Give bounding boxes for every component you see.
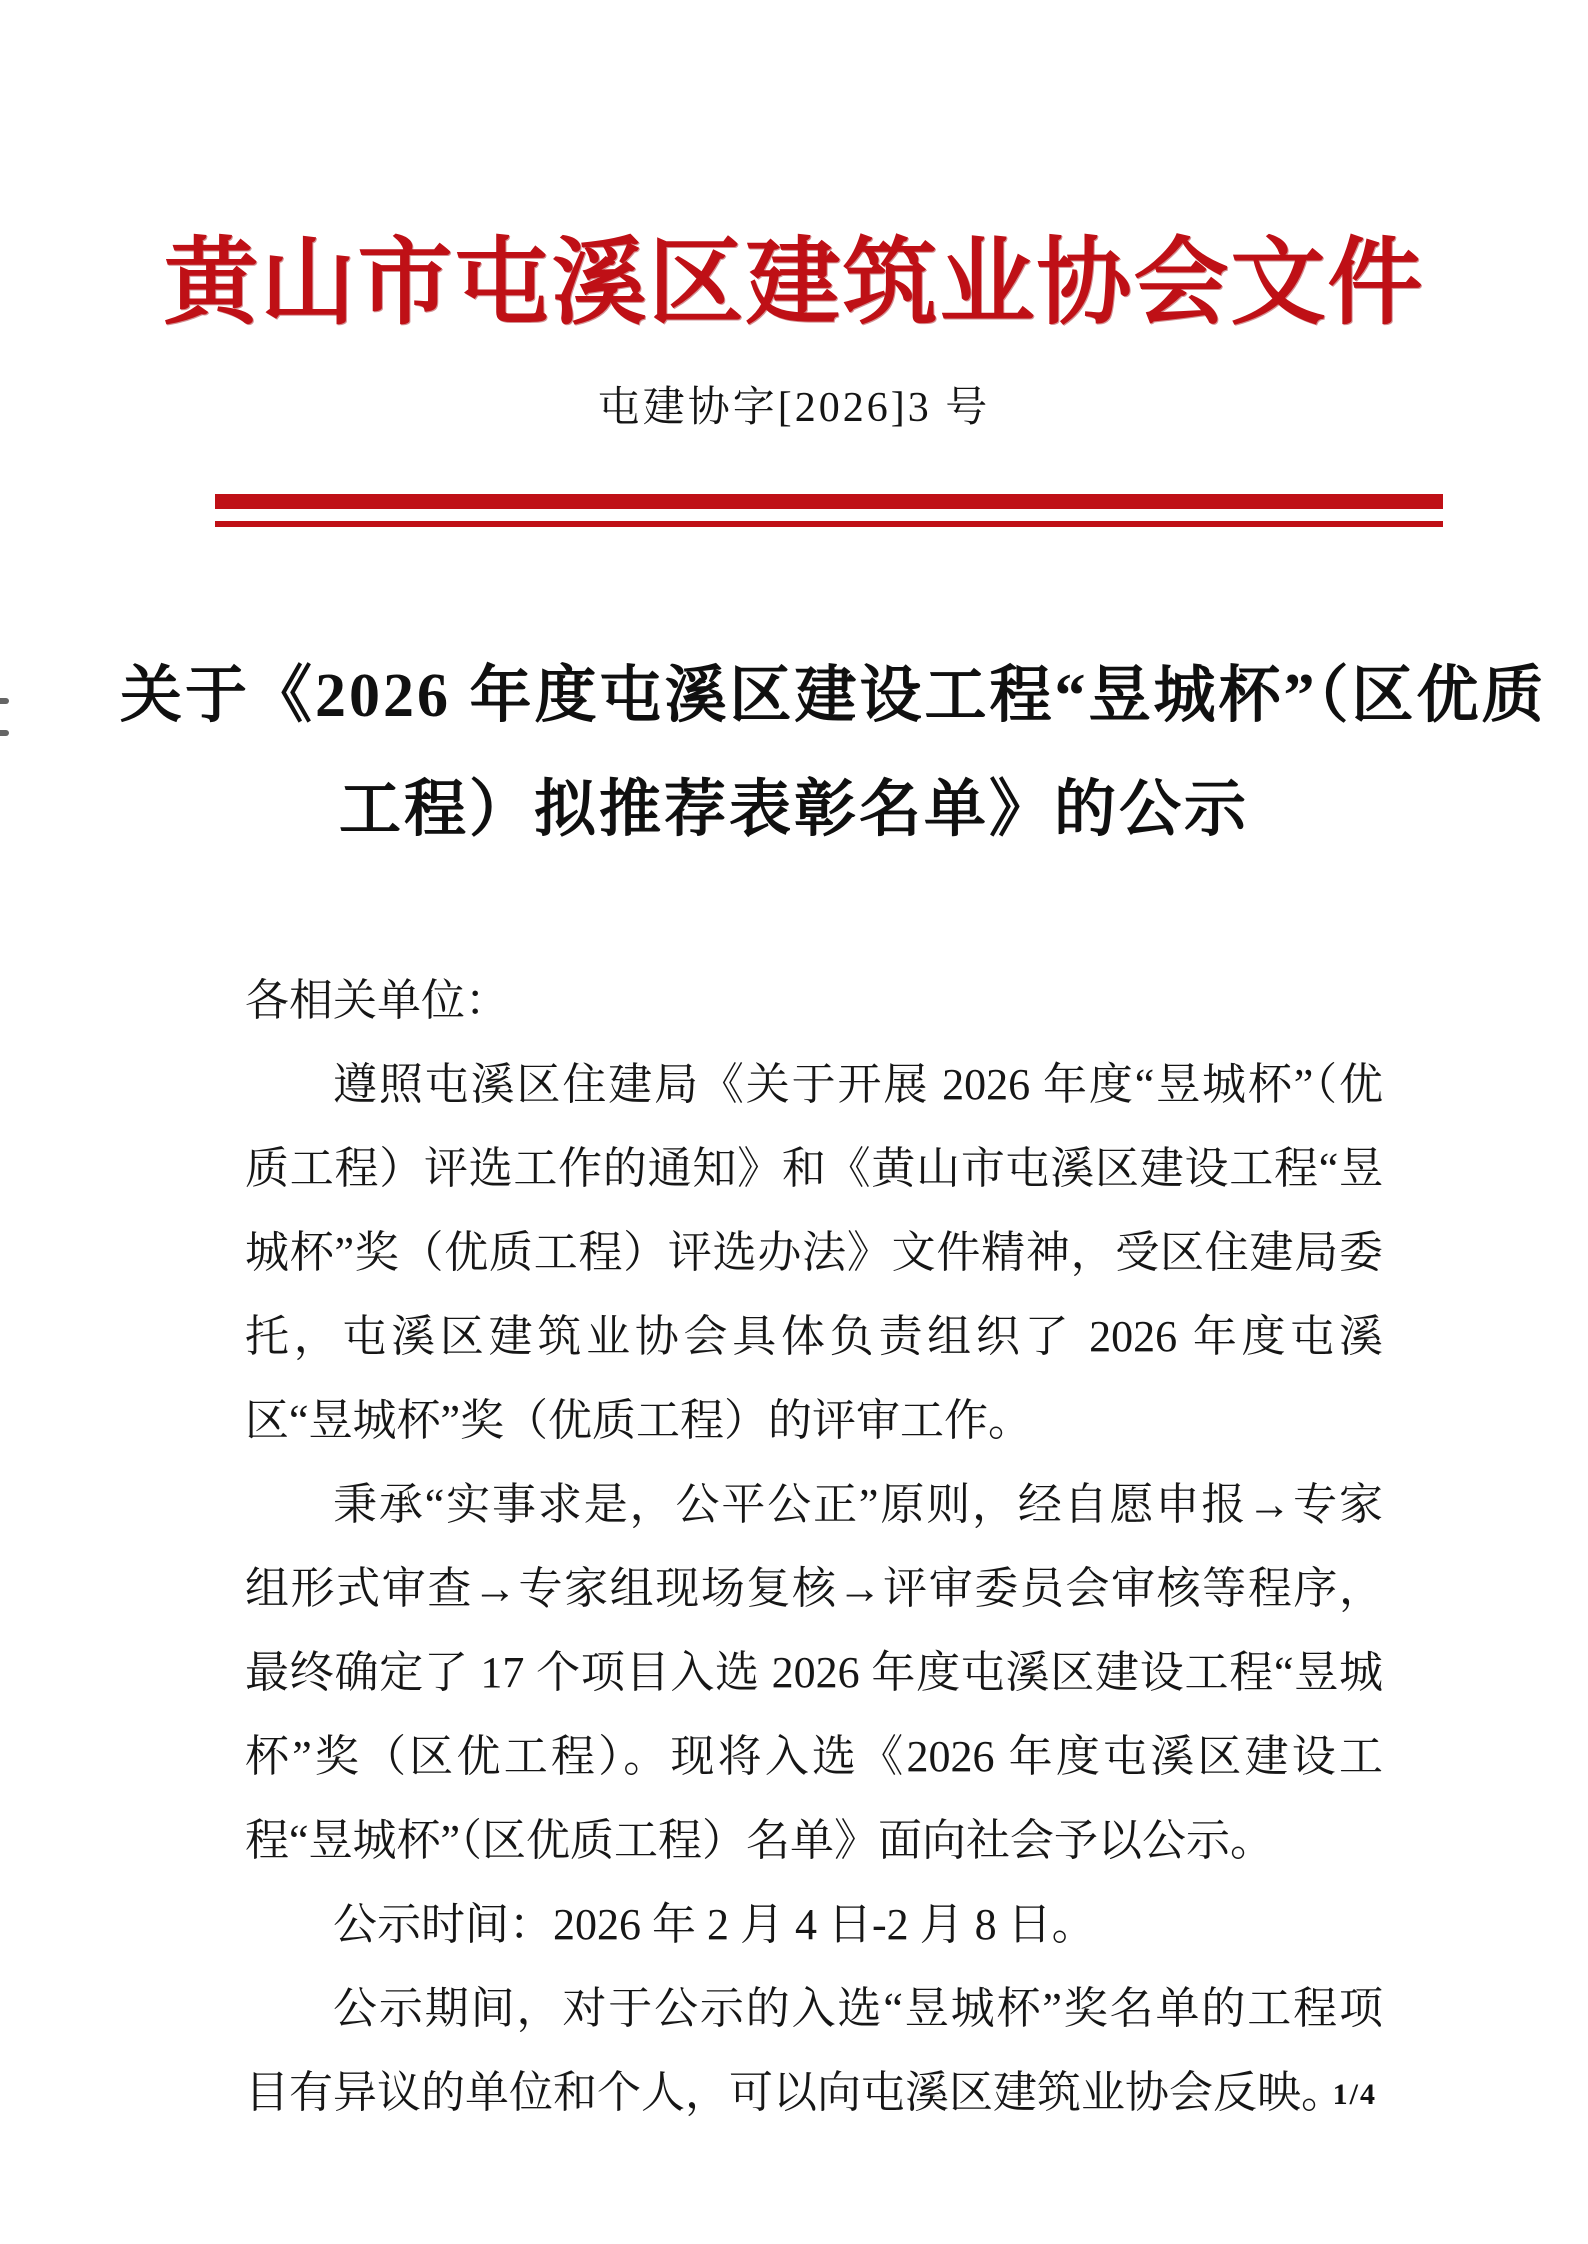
header-divider xyxy=(215,494,1443,527)
notice-title-line1: 关于《2026 年度屯溪区建设工程“昱城杯”（区优质 xyxy=(120,662,1547,730)
scan-artifact xyxy=(0,730,9,736)
doc-number: 屯建协字[2026]3 号 xyxy=(597,385,991,431)
paragraph-basis: 遵照屯溪区住建局《关于开展 2026 年度“昱城杯”（优质工程）评选工作的通知》和《黄山市屯溪区建设工程“昱城杯”奖（优质工程）评选办法》文件精神，受区住建局委托，屯溪区建筑业协会具体负责组织了 2026 年度屯溪区“昱城杯”奖（优质工程）的评审工作。 xyxy=(245,1060,1383,1445)
scan-artifact xyxy=(0,698,9,704)
notice-title xyxy=(120,639,1547,867)
divider-thin-line xyxy=(215,521,1443,527)
document-header xyxy=(0,0,1588,527)
paragraph-publicity-period: 公示时间：2026 年 2 月 4 日-2 月 8 日。 xyxy=(333,1900,1096,1949)
page-indicator: 1/4 xyxy=(1332,2078,1377,2111)
salutation: 各相关单位： xyxy=(245,976,509,1025)
org-masthead-title: 黄山市屯溪区建筑业协会文件 xyxy=(163,230,1425,336)
notice-text-column xyxy=(245,959,1383,2135)
notice-title-line2: 工程）拟推荐表彰名单》的公示 xyxy=(338,776,1249,844)
divider-thick-line xyxy=(215,494,1443,509)
notice-body xyxy=(0,639,1588,2135)
paragraph-objection: 公示期间，对于公示的入选“昱城杯”奖名单的工程项目有异议的单位和个人，可以向屯溪区建筑业协会反映。 xyxy=(245,1984,1383,2117)
paragraph-selection-process: 秉承“实事求是，公平公正”原则，经自愿申报→专家组形式审查→专家组现场复核→评审委员会审核等程序，最终确定了 17 个项目入选 2026 年度屯溪区建设工程“昱城杯”奖（区优工程）。现将入选《2026 年度屯溪区建设工程“昱城杯”（区优质工程）名单》面向社会予以公示。 xyxy=(245,1480,1383,1865)
